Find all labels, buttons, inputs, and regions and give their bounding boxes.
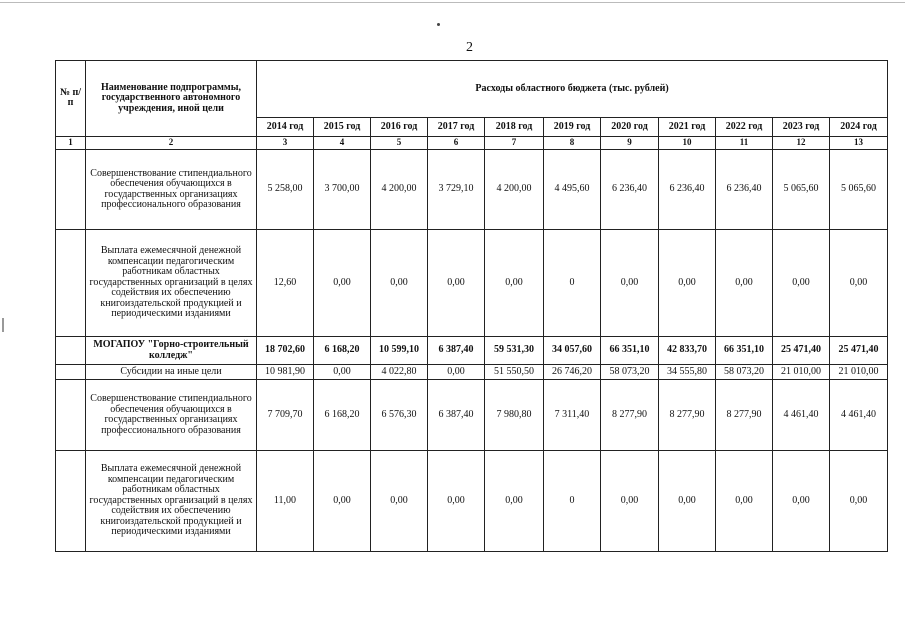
- row-name: Субсидии на иные цели: [86, 365, 257, 379]
- column-index: 1: [56, 136, 86, 149]
- row-name: Выплата ежемесячной денежной компенсации педагогическим работникам областных государственных организаций в целях содействия их обеспечению книгоиздательской продукцией и периодическими изданиями: [86, 451, 257, 552]
- row-value: 5 065,60: [773, 150, 830, 230]
- budget-table: [55, 60, 888, 552]
- row-num: [56, 451, 86, 552]
- column-index: 5: [371, 136, 428, 149]
- row-value: 0,00: [773, 451, 830, 552]
- row-value: 12,60: [257, 230, 314, 337]
- row-value: 4 022,80: [371, 365, 428, 379]
- row-num: [56, 365, 86, 379]
- year-header: 2014 год: [257, 118, 314, 136]
- row-value: 6 236,40: [716, 150, 773, 230]
- row-num: [56, 150, 86, 230]
- row-value: 11,00: [257, 451, 314, 552]
- column-index: 3: [257, 136, 314, 149]
- row-value: 26 746,20: [544, 365, 601, 379]
- header-expenses: Расходы областного бюджета (тыс. рублей): [257, 61, 888, 118]
- row-num: [56, 336, 86, 365]
- row-value: 0,00: [773, 230, 830, 337]
- row-value: 0,00: [371, 230, 428, 337]
- scan-dot: [437, 23, 440, 26]
- scan-edge: [0, 2, 905, 3]
- row-value: 8 277,90: [601, 379, 659, 451]
- row-value: 0,00: [830, 230, 888, 337]
- row-value: 7 311,40: [544, 379, 601, 451]
- row-value: 0,00: [428, 451, 485, 552]
- year-header: 2023 год: [773, 118, 830, 136]
- row-num: [56, 230, 86, 337]
- row-value: 21 010,00: [773, 365, 830, 379]
- row-num: [56, 379, 86, 451]
- year-header: 2015 год: [314, 118, 371, 136]
- row-value: 0,00: [314, 365, 371, 379]
- year-header: 2018 год: [485, 118, 544, 136]
- row-value: 25 471,40: [773, 336, 830, 365]
- year-header: 2021 год: [659, 118, 716, 136]
- row-value: 0,00: [485, 230, 544, 337]
- column-index: 8: [544, 136, 601, 149]
- row-value: 6 387,40: [428, 379, 485, 451]
- row-value: 6 576,30: [371, 379, 428, 451]
- row-value: 51 550,50: [485, 365, 544, 379]
- row-value: 18 702,60: [257, 336, 314, 365]
- row-value: 8 277,90: [659, 379, 716, 451]
- table-row: [56, 451, 888, 552]
- row-value: 59 531,30: [485, 336, 544, 365]
- row-value: 0,00: [428, 230, 485, 337]
- row-value: 0,00: [716, 451, 773, 552]
- row-value: 0,00: [601, 451, 659, 552]
- row-value: 66 351,10: [601, 336, 659, 365]
- column-index: 10: [659, 136, 716, 149]
- table-row: [56, 230, 888, 337]
- index-row: [56, 136, 888, 149]
- row-value: 4 461,40: [830, 379, 888, 451]
- row-value: 25 471,40: [830, 336, 888, 365]
- row-value: 6 168,20: [314, 336, 371, 365]
- row-value: 8 277,90: [716, 379, 773, 451]
- row-name: Выплата ежемесячной денежной компенсации педагогическим работникам областных государственных организаций в целях содействия их обеспечению книгоиздательской продукцией и периодическими изданиями: [86, 230, 257, 337]
- row-value: 10 981,90: [257, 365, 314, 379]
- column-index: 12: [773, 136, 830, 149]
- table-row: [56, 336, 888, 365]
- row-value: 0: [544, 230, 601, 337]
- row-value: 7 980,80: [485, 379, 544, 451]
- row-value: 0,00: [314, 451, 371, 552]
- row-value: 0: [544, 451, 601, 552]
- row-value: 0,00: [716, 230, 773, 337]
- column-index: 6: [428, 136, 485, 149]
- row-value: 6 168,20: [314, 379, 371, 451]
- table-row: [56, 150, 888, 230]
- row-value: 4 200,00: [371, 150, 428, 230]
- year-header: 2022 год: [716, 118, 773, 136]
- row-value: 4 495,60: [544, 150, 601, 230]
- row-value: 6 236,40: [659, 150, 716, 230]
- column-index: 9: [601, 136, 659, 149]
- row-value: 6 387,40: [428, 336, 485, 365]
- year-header: 2016 год: [371, 118, 428, 136]
- row-value: 5 065,60: [830, 150, 888, 230]
- row-value: 7 709,70: [257, 379, 314, 451]
- row-value: 42 833,70: [659, 336, 716, 365]
- row-value: 58 073,20: [716, 365, 773, 379]
- row-value: 21 010,00: [830, 365, 888, 379]
- row-value: 0,00: [830, 451, 888, 552]
- row-value: 3 700,00: [314, 150, 371, 230]
- row-value: 0,00: [314, 230, 371, 337]
- header-num: № п/п: [56, 61, 86, 137]
- column-index: 11: [716, 136, 773, 149]
- row-value: 34 555,80: [659, 365, 716, 379]
- row-value: 0,00: [659, 230, 716, 337]
- row-value: 0,00: [601, 230, 659, 337]
- year-header: 2020 год: [601, 118, 659, 136]
- row-name: Совершенствование стипендиального обеспечения обучающихся в государственных организациях профессионального образования: [86, 379, 257, 451]
- year-header: 2019 год: [544, 118, 601, 136]
- row-value: 5 258,00: [257, 150, 314, 230]
- row-value: 4 461,40: [773, 379, 830, 451]
- row-value: 0,00: [485, 451, 544, 552]
- header-row: [56, 61, 888, 118]
- table-body: [56, 61, 888, 552]
- row-value: 66 351,10: [716, 336, 773, 365]
- page-number: 2: [466, 40, 473, 55]
- row-value: 34 057,60: [544, 336, 601, 365]
- row-value: 0,00: [659, 451, 716, 552]
- header-name: Наименование подпрограммы, государственного автономного учреждения, иной цели: [86, 61, 257, 137]
- column-index: 2: [86, 136, 257, 149]
- row-value: 3 729,10: [428, 150, 485, 230]
- year-header: 2024 год: [830, 118, 888, 136]
- row-name: Совершенствование стипендиального обеспечения обучающихся в государственных организациях профессионального образования: [86, 150, 257, 230]
- year-header: 2017 год: [428, 118, 485, 136]
- column-index: 4: [314, 136, 371, 149]
- column-index: 13: [830, 136, 888, 149]
- table-row: [56, 365, 888, 379]
- column-index: 7: [485, 136, 544, 149]
- row-value: 0,00: [428, 365, 485, 379]
- row-value: 10 599,10: [371, 336, 428, 365]
- row-value: 0,00: [371, 451, 428, 552]
- row-name: МОГАПОУ "Горно-строительный колледж": [86, 336, 257, 365]
- row-value: 58 073,20: [601, 365, 659, 379]
- scan-mark: [2, 318, 4, 332]
- table-row: [56, 379, 888, 451]
- row-value: 6 236,40: [601, 150, 659, 230]
- row-value: 4 200,00: [485, 150, 544, 230]
